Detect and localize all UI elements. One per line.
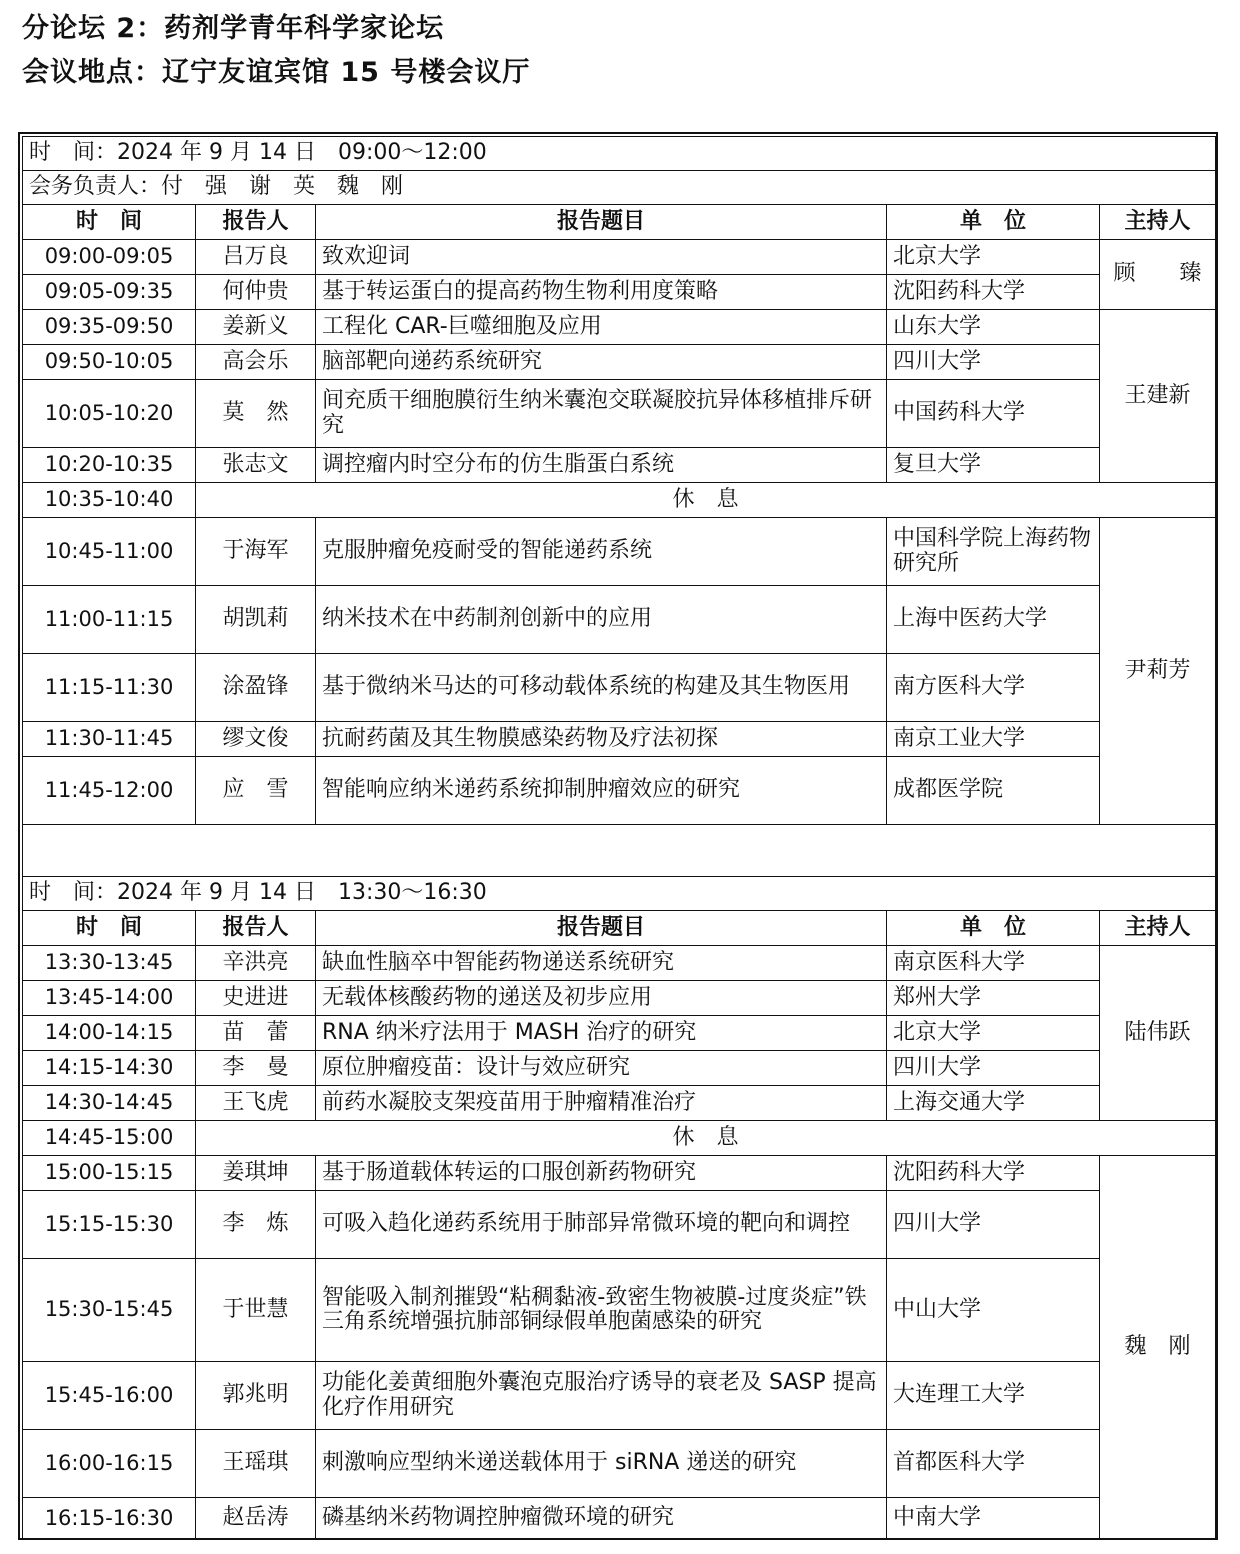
row-time: 14:30-14:45	[23, 1086, 196, 1121]
venue-line: 会议地点：辽宁友谊宾馆 15 号楼会议厅	[22, 57, 531, 88]
host-cell: 尹莉芳	[1100, 518, 1216, 825]
row-unit: 山东大学	[887, 310, 1100, 345]
row-unit: 上海中医药大学	[887, 586, 1100, 654]
row-speaker: 王瑶琪	[196, 1430, 316, 1498]
row-topic: 工程化 CAR-巨噬细胞及应用	[316, 310, 887, 345]
row-speaker: 史进进	[196, 981, 316, 1016]
row-speaker: 郭兆明	[196, 1362, 316, 1430]
row-time: 14:15-14:30	[23, 1051, 196, 1086]
host-cell: 陆伟跃	[1100, 946, 1216, 1121]
row-unit: 复旦大学	[887, 448, 1100, 483]
row-unit: 郑州大学	[887, 981, 1100, 1016]
row-time: 10:45-11:00	[23, 518, 196, 586]
row-topic: 刺激响应型纳米递送载体用于 siRNA 递送的研究	[316, 1430, 887, 1498]
row-topic: 脑部靶向递药系统研究	[316, 345, 887, 380]
forum-title: 分论坛 2：药剂学青年科学家论坛	[22, 13, 445, 44]
row-speaker: 涂盈锋	[196, 654, 316, 722]
col-header-unit: 单 位	[887, 205, 1100, 240]
row-topic: 调控瘤内时空分布的仿生脂蛋白系统	[316, 448, 887, 483]
row-time: 09:05-09:35	[23, 275, 196, 310]
spacer-row	[23, 825, 1216, 877]
host-cell: 王建新	[1100, 310, 1216, 483]
row-speaker: 李 曼	[196, 1051, 316, 1086]
table-row	[23, 1259, 1216, 1362]
row-speaker: 何仲贵	[196, 275, 316, 310]
row-topic: 间充质干细胞膜衍生纳米囊泡交联凝胶抗异体移植排斥研究	[316, 380, 887, 448]
row-speaker: 赵岳涛	[196, 1498, 316, 1540]
break-time: 14:45-15:00	[23, 1121, 196, 1156]
row-topic: 致欢迎词	[316, 240, 887, 275]
row-speaker: 缪文俊	[196, 722, 316, 757]
row-unit: 沈阳药科大学	[887, 1156, 1100, 1191]
row-unit: 四川大学	[887, 1191, 1100, 1259]
row-unit: 成都医学院	[887, 757, 1100, 825]
col-header-speaker: 报告人	[196, 205, 316, 240]
table-row	[23, 946, 1216, 981]
col-header-topic: 报告题目	[316, 205, 887, 240]
row-topic: 磷基纳米药物调控肿瘤微环境的研究	[316, 1498, 887, 1540]
row-unit: 北京大学	[887, 1016, 1100, 1051]
row-speaker: 姜琪坤	[196, 1156, 316, 1191]
row-topic: 抗耐药菌及其生物膜感染药物及疗法初探	[316, 722, 887, 757]
afternoon-time-info: 时 间：2024 年 9 月 14 日 13:30～16:30	[23, 877, 1216, 911]
row-topic: RNA 纳米疗法用于 MASH 治疗的研究	[316, 1016, 887, 1051]
col-header-unit: 单 位	[887, 911, 1100, 946]
table-row	[23, 1156, 1216, 1191]
row-speaker: 于海军	[196, 518, 316, 586]
row-time: 11:00-11:15	[23, 586, 196, 654]
host-cell: 魏 刚	[1100, 1156, 1216, 1540]
schedule-table	[22, 136, 1216, 1540]
row-time: 11:45-12:00	[23, 757, 196, 825]
row-unit: 首都医科大学	[887, 1430, 1100, 1498]
row-time: 15:30-15:45	[23, 1259, 196, 1362]
row-speaker: 应 雪	[196, 757, 316, 825]
row-topic: 缺血性脑卒中智能药物递送系统研究	[316, 946, 887, 981]
row-time: 16:00-16:15	[23, 1430, 196, 1498]
row-time: 15:00-15:15	[23, 1156, 196, 1191]
row-unit: 中南大学	[887, 1498, 1100, 1540]
break-label: 休 息	[196, 1121, 1216, 1156]
table-row	[23, 240, 1216, 275]
col-header-topic: 报告题目	[316, 911, 887, 946]
row-topic: 原位肿瘤疫苗：设计与效应研究	[316, 1051, 887, 1086]
row-topic: 可吸入趋化递药系统用于肺部异常微环境的靶向和调控	[316, 1191, 887, 1259]
table-row	[23, 1191, 1216, 1259]
row-unit: 四川大学	[887, 345, 1100, 380]
col-header-host: 主持人	[1100, 205, 1216, 240]
row-topic: 纳米技术在中药制剂创新中的应用	[316, 586, 887, 654]
row-speaker: 张志文	[196, 448, 316, 483]
table-row	[23, 586, 1216, 654]
row-topic: 无载体核酸药物的递送及初步应用	[316, 981, 887, 1016]
row-topic: 功能化姜黄细胞外囊泡克服治疗诱导的衰老及 SASP 提高化疗作用研究	[316, 1362, 887, 1430]
row-speaker: 莫 然	[196, 380, 316, 448]
session-time-row	[23, 137, 1216, 171]
table-row	[23, 310, 1216, 345]
row-speaker: 辛洪亮	[196, 946, 316, 981]
row-time: 10:05-10:20	[23, 380, 196, 448]
spacer-cell	[23, 825, 1216, 877]
table-row	[23, 448, 1216, 483]
row-unit: 四川大学	[887, 1051, 1100, 1086]
row-unit: 南京医科大学	[887, 946, 1100, 981]
row-unit: 南京工业大学	[887, 722, 1100, 757]
row-time: 15:15-15:30	[23, 1191, 196, 1259]
row-topic: 基于微纳米马达的可移动载体系统的构建及其生物医用	[316, 654, 887, 722]
row-time: 10:20-10:35	[23, 448, 196, 483]
column-header-row	[23, 911, 1216, 946]
break-time: 10:35-10:40	[23, 483, 196, 518]
table-row	[23, 518, 1216, 586]
row-unit: 北京大学	[887, 240, 1100, 275]
host-cell: 顾 臻	[1100, 240, 1216, 310]
row-time: 09:00-09:05	[23, 240, 196, 275]
row-speaker: 姜新义	[196, 310, 316, 345]
table-row	[23, 1498, 1216, 1540]
break-row	[23, 483, 1216, 518]
table-row	[23, 1086, 1216, 1121]
row-time: 11:30-11:45	[23, 722, 196, 757]
table-row	[23, 1430, 1216, 1498]
row-unit: 南方医科大学	[887, 654, 1100, 722]
row-time: 16:15-16:30	[23, 1498, 196, 1540]
organizers-info: 会务负责人：付 强 谢 英 魏 刚	[23, 171, 1216, 205]
col-header-time: 时 间	[23, 205, 196, 240]
table-row	[23, 380, 1216, 448]
row-speaker: 高会乐	[196, 345, 316, 380]
row-time: 09:35-09:50	[23, 310, 196, 345]
row-speaker: 李 炼	[196, 1191, 316, 1259]
table-row	[23, 275, 1216, 310]
organizers-row	[23, 171, 1216, 205]
row-unit: 中国药科大学	[887, 380, 1100, 448]
column-header-row	[23, 205, 1216, 240]
session-time-row	[23, 877, 1216, 911]
row-unit: 上海交通大学	[887, 1086, 1100, 1121]
row-topic: 基于肠道载体转运的口服创新药物研究	[316, 1156, 887, 1191]
row-speaker: 胡凯莉	[196, 586, 316, 654]
row-unit: 沈阳药科大学	[887, 275, 1100, 310]
row-unit: 中山大学	[887, 1259, 1100, 1362]
row-speaker: 王飞虎	[196, 1086, 316, 1121]
table-row	[23, 981, 1216, 1016]
row-time: 11:15-11:30	[23, 654, 196, 722]
table-row	[23, 654, 1216, 722]
col-header-speaker: 报告人	[196, 911, 316, 946]
table-row	[23, 1016, 1216, 1051]
table-row	[23, 345, 1216, 380]
row-time: 09:50-10:05	[23, 345, 196, 380]
table-row	[23, 1362, 1216, 1430]
col-header-time: 时 间	[23, 911, 196, 946]
row-unit: 中国科学院上海药物研究所	[887, 518, 1100, 586]
table-row	[23, 757, 1216, 825]
row-topic: 智能响应纳米递药系统抑制肿瘤效应的研究	[316, 757, 887, 825]
row-topic: 前药水凝胶支架疫苗用于肿瘤精准治疗	[316, 1086, 887, 1121]
morning-time-info: 时 间：2024 年 9 月 14 日 09:00～12:00	[23, 137, 1216, 171]
row-speaker: 于世慧	[196, 1259, 316, 1362]
table-row	[23, 1051, 1216, 1086]
row-time: 15:45-16:00	[23, 1362, 196, 1430]
row-topic: 克服肿瘤免疫耐受的智能递药系统	[316, 518, 887, 586]
row-time: 13:30-13:45	[23, 946, 196, 981]
row-speaker: 吕万良	[196, 240, 316, 275]
col-header-host: 主持人	[1100, 911, 1216, 946]
row-topic: 智能吸入制剂摧毁“粘稠黏液-致密生物被膜-过度炎症”铁三角系统增强抗肺部铜绿假单胞菌感染的研究	[316, 1259, 887, 1362]
row-topic: 基于转运蛋白的提高药物生物利用度策略	[316, 275, 887, 310]
table-row	[23, 722, 1216, 757]
break-row	[23, 1121, 1216, 1156]
row-speaker: 苗 蕾	[196, 1016, 316, 1051]
row-time: 13:45-14:00	[23, 981, 196, 1016]
row-time: 14:00-14:15	[23, 1016, 196, 1051]
break-label: 休 息	[196, 483, 1216, 518]
row-unit: 大连理工大学	[887, 1362, 1100, 1430]
